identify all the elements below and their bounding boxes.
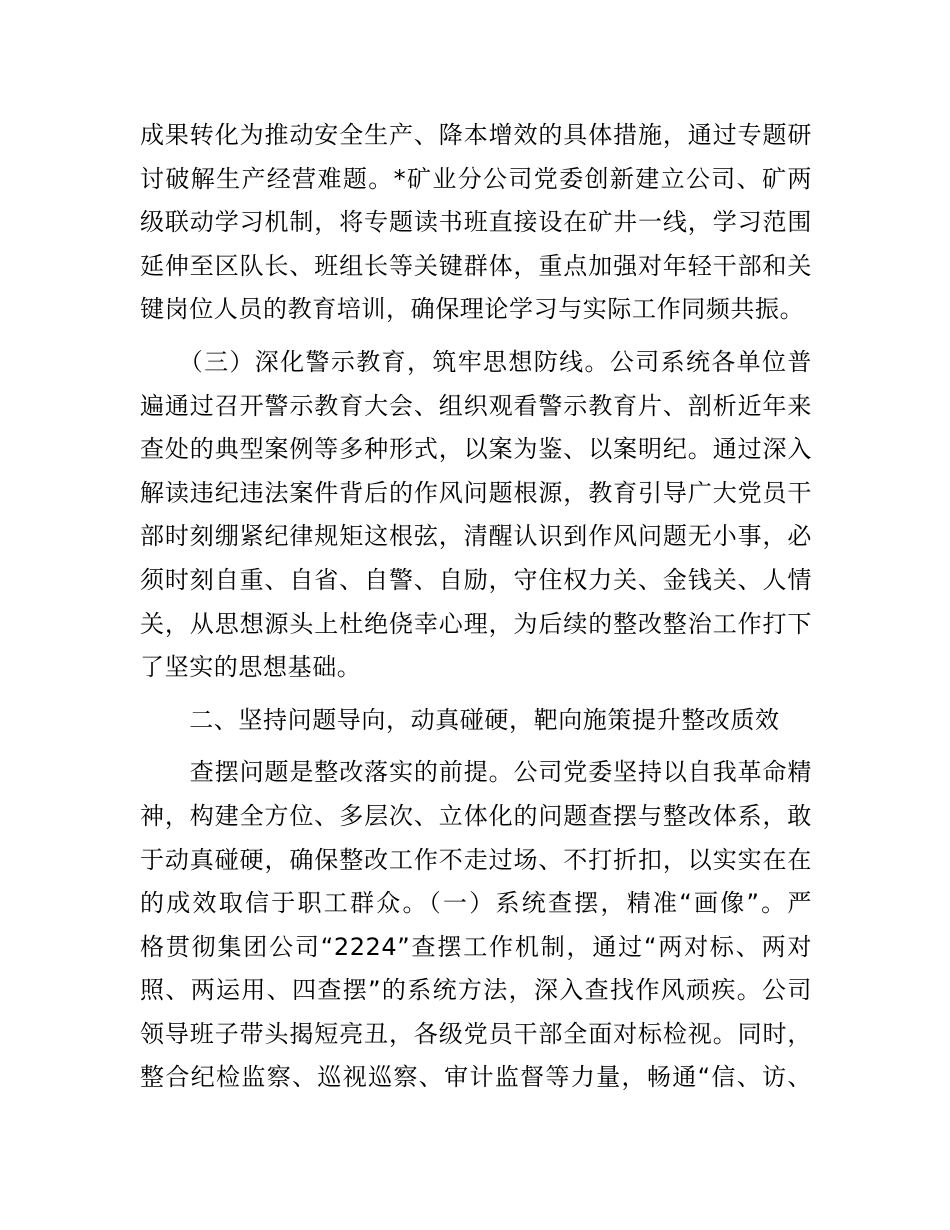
text-line: 键岗位人员的教育培训，确保理论学习与实际工作同频共振。 bbox=[140, 295, 805, 324]
text-line: 查摆问题是整改落实的前提。公司党委坚持以自我革命精 bbox=[140, 758, 812, 787]
text-line: 整合纪检监察、巡视巡察、审计监督等力量，畅通“信、访、 bbox=[140, 1063, 812, 1092]
text-line: （三）深化警示教育，筑牢思想防线。公司系统各单位普 bbox=[140, 347, 812, 376]
text-line: 遍通过召开警示教育大会、组织观看警示教育片、剖析近年来 bbox=[140, 391, 812, 420]
text-line: 领导班子带头揭短亮丑，各级党员干部全面对标检视。同时， bbox=[140, 1019, 812, 1048]
text-line: 的成效取信于职工群众。（一）系统查摆，精准“画像”。严 bbox=[140, 889, 812, 918]
text-line: 了坚实的思想基础。 bbox=[140, 653, 362, 682]
section-heading: 二、坚持问题导向，动真碰硬，靶向施策提升整改质效 bbox=[140, 705, 780, 734]
text-line: 关，从思想源头上杜绝侥幸心理，为后续的整改整治工作打下 bbox=[140, 609, 812, 638]
text-line: 照、两运用、四查摆”的系统方法，深入查找作风顽疾。公司 bbox=[140, 976, 812, 1005]
text-line: 解读违纪违法案件背后的作风问题根源，教育引导广大党员干 bbox=[140, 478, 812, 507]
text-line: 须时刻自重、自省、自警、自励，守住权力关、金钱关、人情 bbox=[140, 565, 812, 594]
text-line: 于动真碰硬，确保整改工作不走过场、不打折扣，以实实在在 bbox=[140, 845, 812, 874]
text-line: 讨破解生产经营难题。*矿业分公司党委创新建立公司、矿两 bbox=[140, 164, 812, 193]
text-line: 查处的典型案例等多种形式，以案为鉴、以案明纪。通过深入 bbox=[140, 435, 812, 464]
text-line: 成果转化为推动安全生产、降本增效的具体措施，通过专题研 bbox=[140, 121, 812, 149]
document-body bbox=[140, 114, 812, 1100]
text-line: 级联动学习机制，将专题读书班直接设在矿井一线，学习范围 bbox=[140, 208, 812, 237]
text-line: 部时刻绷紧纪律规矩这根弦，清醒认识到作风问题无小事，必 bbox=[140, 522, 812, 551]
text-line: 延伸至区队长、班组长等关键群体，重点加强对年轻干部和关 bbox=[140, 251, 812, 280]
text-line: 神，构建全方位、多层次、立体化的问题查摆与整改体系，敢 bbox=[140, 801, 812, 830]
text-line: 格贯彻集团公司“2224”查摆工作机制，通过“两对标、两对 bbox=[140, 932, 812, 961]
